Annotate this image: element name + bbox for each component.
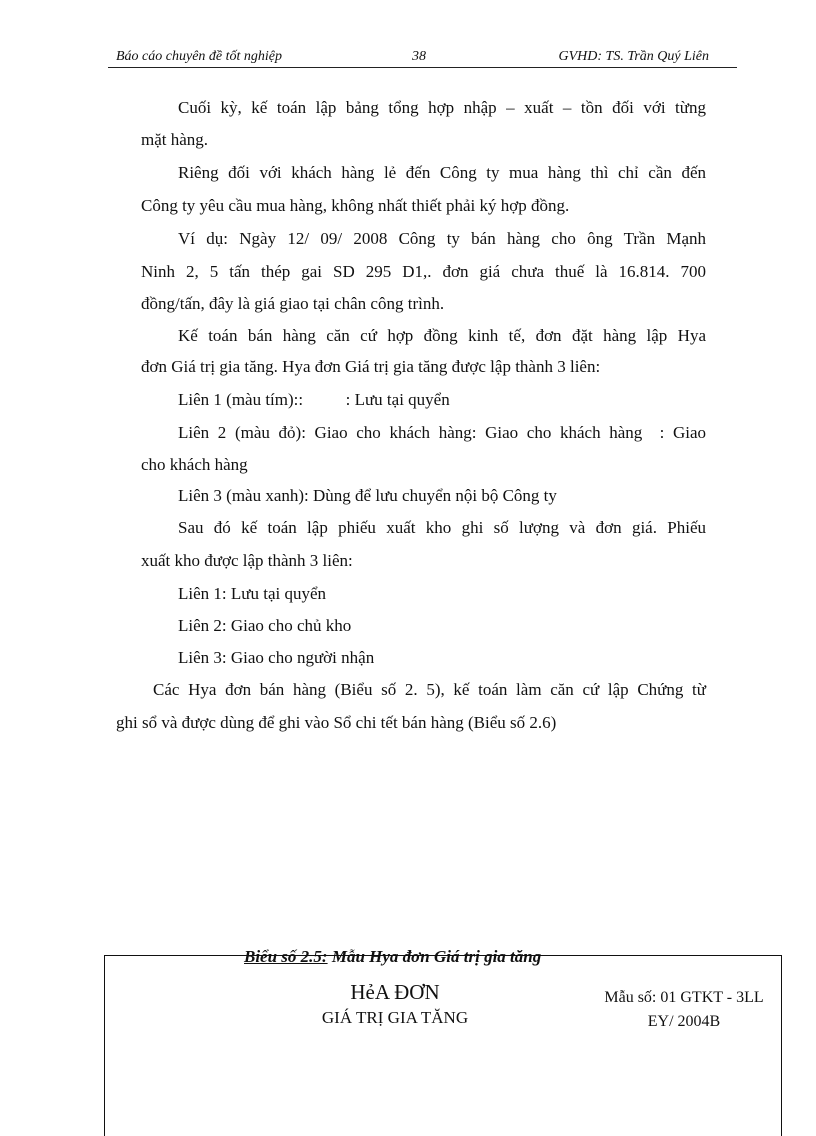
paragraph-line: cho khách hàng [141,455,248,474]
invoice-sample-frame [104,955,782,1136]
invoice-subtitle: GIÁ TRỊ GIA TĂNG [321,1008,469,1027]
paragraph-line: mặt hàng. [141,130,209,149]
header-report-title: Báo cáo chuyên đề tốt nghiệp [116,49,283,64]
caption-label: Biểu số 2.5: [244,947,328,966]
paragraph-line: Ví dụ: Ngày 12/ 09/ 2008 Công ty bán hàng cho ông Trần Mạnh [178,229,706,248]
paragraph-line: Liên 2 (màu đỏ): Giao cho khách hàng: Giao cho khách hàng : Giao [178,423,706,442]
paragraph-line: Riêng đối với khách hàng lẻ đến Công ty mua hàng thì chỉ cần đến [178,163,706,182]
paragraph-line: Các Hya đơn bán hàng (Biểu số 2. 5), kế toán làm căn cứ lập Chứng từ [153,680,706,699]
paragraph-line: đơn Giá trị gia tăng. Hya đơn Giá trị gia tăng được lập thành 3 liên: [141,357,601,376]
paragraph-line: Kế toán bán hàng căn cứ hợp đồng kinh tế, đơn đặt hàng lập Hya [178,326,706,345]
paragraph-line: Ninh 2, 5 tấn thép gai SD 295 D1,. đơn giá chưa thuế là 16.814. 700 [141,262,706,281]
header-supervisor: GVHD: TS. Trần Quý Liên [558,49,709,64]
header-page-number: 38 [412,49,426,64]
paragraph-line: Công ty yêu cầu mua hàng, không nhất thiết phải ký hợp đồng. [141,196,570,215]
paragraph-line: ghi sổ và được dùng để ghi vào Sổ chi tết bán hàng (Biểu số 2.6) [116,713,557,732]
paragraph-line: đồng/tấn, đây là giá giao tại chân công trình. [141,294,445,313]
paragraph-line: Sau đó kế toán lập phiếu xuất kho ghi số lượng và đơn giá. Phiếu [178,518,706,537]
invoice-form-number: Mẫu số: 01 GTKT - 3LL [604,989,764,1006]
paragraph-line: Cuối kỳ, kế toán lập bảng tổng hợp nhập – xuất – tồn đối với từng [178,98,706,117]
invoice-title: HẻA ĐƠN [350,980,440,1004]
invoice-symbol: EY/ 2004B [647,1013,721,1030]
paragraph-line: Liên 3 (màu xanh): Dùng để lưu chuyển nội bộ Công ty [178,486,557,505]
paragraph-line: xuất kho được lập thành 3 liên: [141,551,353,570]
paragraph-line: Liên 3: Giao cho người nhận [178,648,375,667]
paragraph-line: Liên 1: Lưu tại quyển [178,584,327,603]
figure-caption [244,947,541,967]
caption-text: Mẫu Hya đơn Giá trị gia tăng [327,947,542,966]
paragraph-line: Liên 2: Giao cho chủ kho [178,616,352,635]
paragraph-line: Liên 1 (màu tím):: : Lưu tại quyển [178,390,450,409]
